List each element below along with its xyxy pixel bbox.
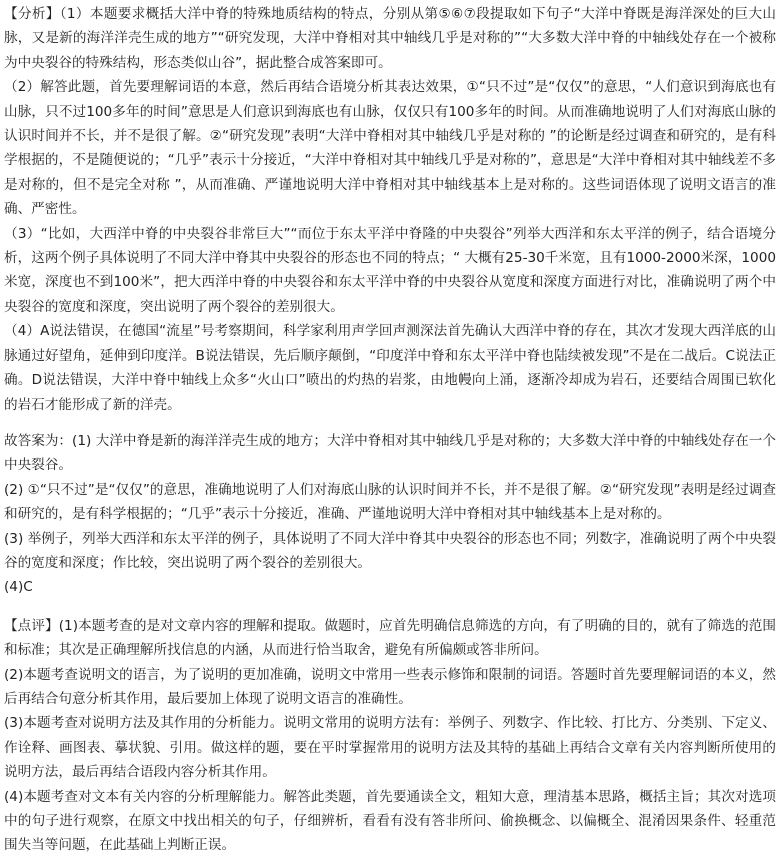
analysis-part-4: （4）A说法错误，在德国“流星”号考察期间，科学家利用声学回声测深法首先确认大西洋中脊的存在，其次才发现大西洋底的山脉通过好望角，延伸到印度洋。B说法错误，先后顺序颠倒，“印度洋中脊和东太平洋中脊也陆续被发现”不是在二战后。C说法正确。D说法错误，大洋中脊中轴线上众多“火山口”喷出的灼热的岩浆，由地幔向上涌，逐渐冷却成为岩石，还要结合周围已软化的岩石才能形成了新的洋壳。 <box>4 323 776 413</box>
comment-part-4: (4)本题考查对文本有关内容的分析理解能力。解答此类题，首先要通读全文，粗知大意，理清基本思路，概括主旨；其次对选项中的句子进行观察，在原文中找出相关的句子，仔细辨析，看看有没有答非所问、偷换概念、以偏概全、混淆因果条件、轻重范围失当等问题，在此基础上判断正误。 <box>4 788 776 854</box>
analysis-part-3: （3）“比如，大西洋中脊的中央裂谷非常巨大”“而位于东太平洋中脊隆的中央裂谷”列举大西洋和东太平洋的例子，结合语境分析，这两个例子具体说明了不同大洋中脊其中央裂谷的形态也不同的特点；“ 大概有25-30千米宽，且有1000-2000米深，1000米宽，深度也不到100米”，把大西洋中脊的中央裂谷和东太平洋中脊的中央裂谷从宽度和深度方面进行对比，准确说明了两个中央裂谷的宽度和深度，突出说明了两个裂谷的差别很大。 <box>4 225 776 315</box>
analysis-section <box>4 2 776 417</box>
comment-part-2: (2)本题考查说明文的语言，为了说明的更加准确，说明文中常用一些表示修饰和限制的词语。答题时首先要理解词语的本义，然后再结合句意分析其作用，最后要加上体现了说明文语言的准确性。 <box>4 666 776 707</box>
section-spacer <box>4 417 776 429</box>
comment-section <box>4 614 776 858</box>
comment-part-1: 【点评】(1)本题考查的是对文章内容的理解和提取。做题时，应首先明确信息筛选的方向，有了明确的目的，就有了筛选的范围和标准；其次是正确理解所找信息的内涵，从而进行恰当取舍，避免有所偏颇或答非所问。 <box>4 617 776 659</box>
comment-part-3: (3)本题考查对说明方法及其作用的分析能力。说明文常用的说明方法有：举例子、列数字、作比较、打比方、分类别、下定义、作诠释、画图表、摹状貌、引用。做这样的题，要在平时掌握常用的说明方法及其特的基础上再结合文章有关内容判断所使用的说明方法，最后再结合语段内容分析其作用。 <box>4 715 776 781</box>
analysis-part-2: （2）解答此题，首先要理解词语的本意，然后再结合语境分析其表达效果，①“只不过”是“仅仅”的意思，“人们意识到海底也有山脉，只不过100多年的时间”意思是人们意识到海底也有山脉，仅仅只有100多年的时间。从而准确地说明了人们对海底山脉的认识时间并不长，并不是很了解。②“研究发现”表明“大洋中脊相对其中轴线几乎是对称的 ”的论断是经过调查和研究的，是有科学根据的，不是随便说的；“几乎”表示十分接近，“大洋中脊相对其中轴线几乎是对称的”，意思是“大洋中脊相对其中轴线差不多是对称的，但不是完全对称 ”，从而准确、严谨地说明大洋中脊相对其中轴线基本上是对称的。这些词语体现了说明文语言的准确、严密性。 <box>4 79 776 218</box>
answer-part-2: (2) ①“只不过”是“仅仅”的意思，准确地说明了人们对海底山脉的认识时间并不长，并不是很了解。②“研究发现”表明是经过调查和研究的，是有科学根据的；“几乎”表示十分接近，准确、严谨地说明大洋中脊相对其中轴线基本上是对称的。 <box>4 481 776 523</box>
section-spacer <box>4 600 776 614</box>
answer-part-4: (4)C <box>4 579 33 596</box>
answer-section <box>4 429 776 600</box>
answer-part-3: (3) 举例子，列举大西洋和东太平洋的例子，具体说明了不同大洋中脊其中央裂谷的形态也不同；列数字，准确说明了两个中央裂谷的宽度和深度；作比较，突出说明了两个裂谷的差别很大。 <box>4 530 776 571</box>
answer-part-1: 故答案为：(1) 大洋中脊是新的海洋洋壳生成的地方；大洋中脊相对其中轴线几乎是对称的；大多数大洋中脊的中轴线处存在一个中央裂谷。 <box>4 432 776 474</box>
analysis-part-1: 【分析】（1）本题要求概括大洋中脊的特殊地质结构的特点，分别从第⑤⑥⑦段提取如下句子“大洋中脊既是海洋深处的巨大山脉，又是新的海洋洋壳生成的地方”“研究发现，大洋中脊相对其中轴线几乎是对称的”“大多数大洋中脊的中轴线处存在一个被称为中央裂谷的特殊结构，形态类似山谷”，据此整合成答案即可。 <box>4 6 776 71</box>
